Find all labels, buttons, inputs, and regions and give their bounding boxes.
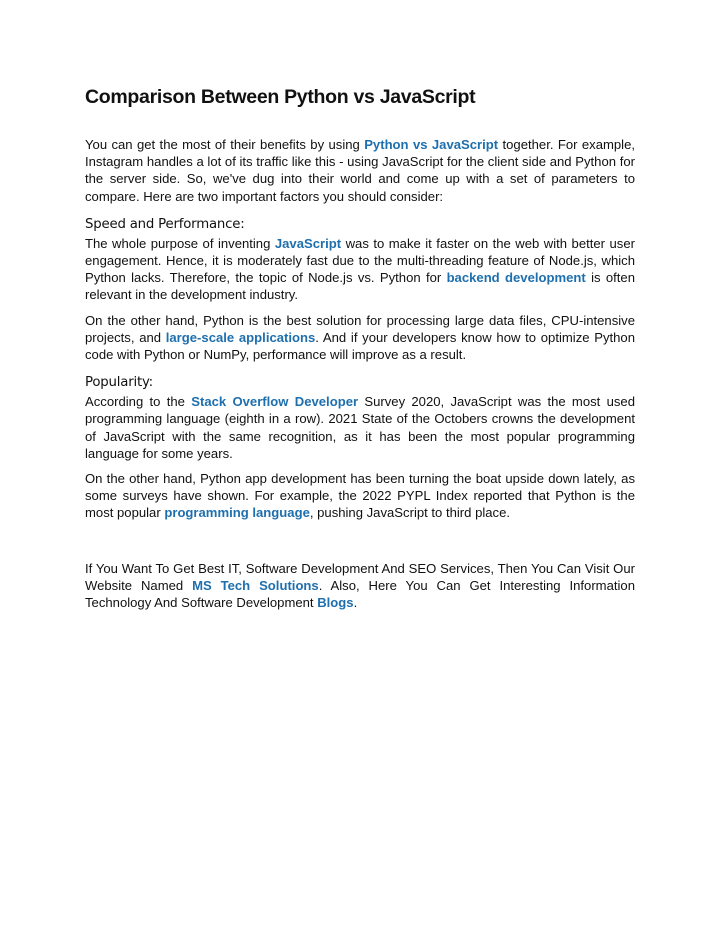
blogs-link[interactable]: Blogs — [317, 595, 354, 611]
popularity-paragraph-2 — [85, 470, 635, 522]
footer-middle: . Also, Here You Can Get Interesting Information Technology And Software Development — [85, 577, 635, 611]
pop-p2-after: , pushing JavaScript to third place. — [309, 505, 511, 521]
programming-language-link[interactable]: programming language — [164, 505, 310, 521]
footer-paragraph — [85, 560, 635, 612]
document-page — [85, 84, 635, 611]
pop-p2-before: On the other hand, Python app development has been turning the boat upside down lately, as some surveys have shown. For example, the 2022 PYPL Index reported that Python is the most popular — [85, 471, 635, 521]
speed-heading: Speed and Performance: — [85, 216, 245, 232]
python-vs-javascript-link[interactable]: Python vs JavaScript — [364, 137, 499, 152]
intro-text-before: You can get the most of their benefits by using — [85, 137, 365, 152]
footer-after: . — [353, 595, 358, 611]
stack-overflow-developer-link[interactable]: Stack Overflow Developer — [191, 394, 359, 410]
backend-development-link[interactable]: backend development — [446, 270, 586, 286]
intro-paragraph — [85, 136, 635, 205]
speed-p1-before: The whole purpose of inventing — [85, 235, 275, 251]
ms-tech-solutions-link[interactable]: MS Tech Solutions — [192, 577, 319, 593]
popularity-heading: Popularity: — [85, 375, 153, 391]
popularity-paragraph-1 — [85, 393, 635, 462]
speed-p1-middle: was to make it faster on the web with better user engagement. Hence, it is moderately fast due to the multi-threading feature of Node.js, which Python lacks. Therefore, the topic of Node.js vs. Python for — [85, 235, 635, 286]
speed-p2-after: . And if your developers know how to optimize Python code with Python or NumPy, performance will improve as a result. — [85, 329, 635, 363]
footer-before: If You Want To Get Best IT, Software Development And SEO Services, Then You Can Visit Our Website Named — [85, 560, 635, 593]
speed-paragraph-1 — [85, 235, 635, 304]
speed-paragraph-2 — [85, 312, 635, 364]
javascript-link[interactable]: JavaScript — [274, 235, 342, 251]
speed-p1-after: is often relevant in the development industry. — [85, 270, 636, 303]
pop-p1-after: Survey 2020, JavaScript was the most used programming language (eighth in a row). 2021 State of the Octobers crowns the development of JavaScript with the same recognition, as it has been the most popular programming language for some years. — [85, 394, 635, 461]
large-scale-applications-link[interactable]: large-scale applications — [165, 329, 316, 345]
pop-p1-before: According to the — [85, 394, 192, 410]
page-title: Comparison Between Python vs JavaScript — [85, 86, 476, 108]
speed-p2-before: On the other hand, Python is the best solution for processing large data files, CPU-intensive projects, and — [85, 312, 635, 345]
intro-text-after: together. For example, Instagram handles a lot of its traffic like this - using JavaScript for the client side and Python for the server side. So, we've dug into their world and come up with a set of parameters to compare. Here are two important factors you should consider: — [85, 137, 635, 204]
